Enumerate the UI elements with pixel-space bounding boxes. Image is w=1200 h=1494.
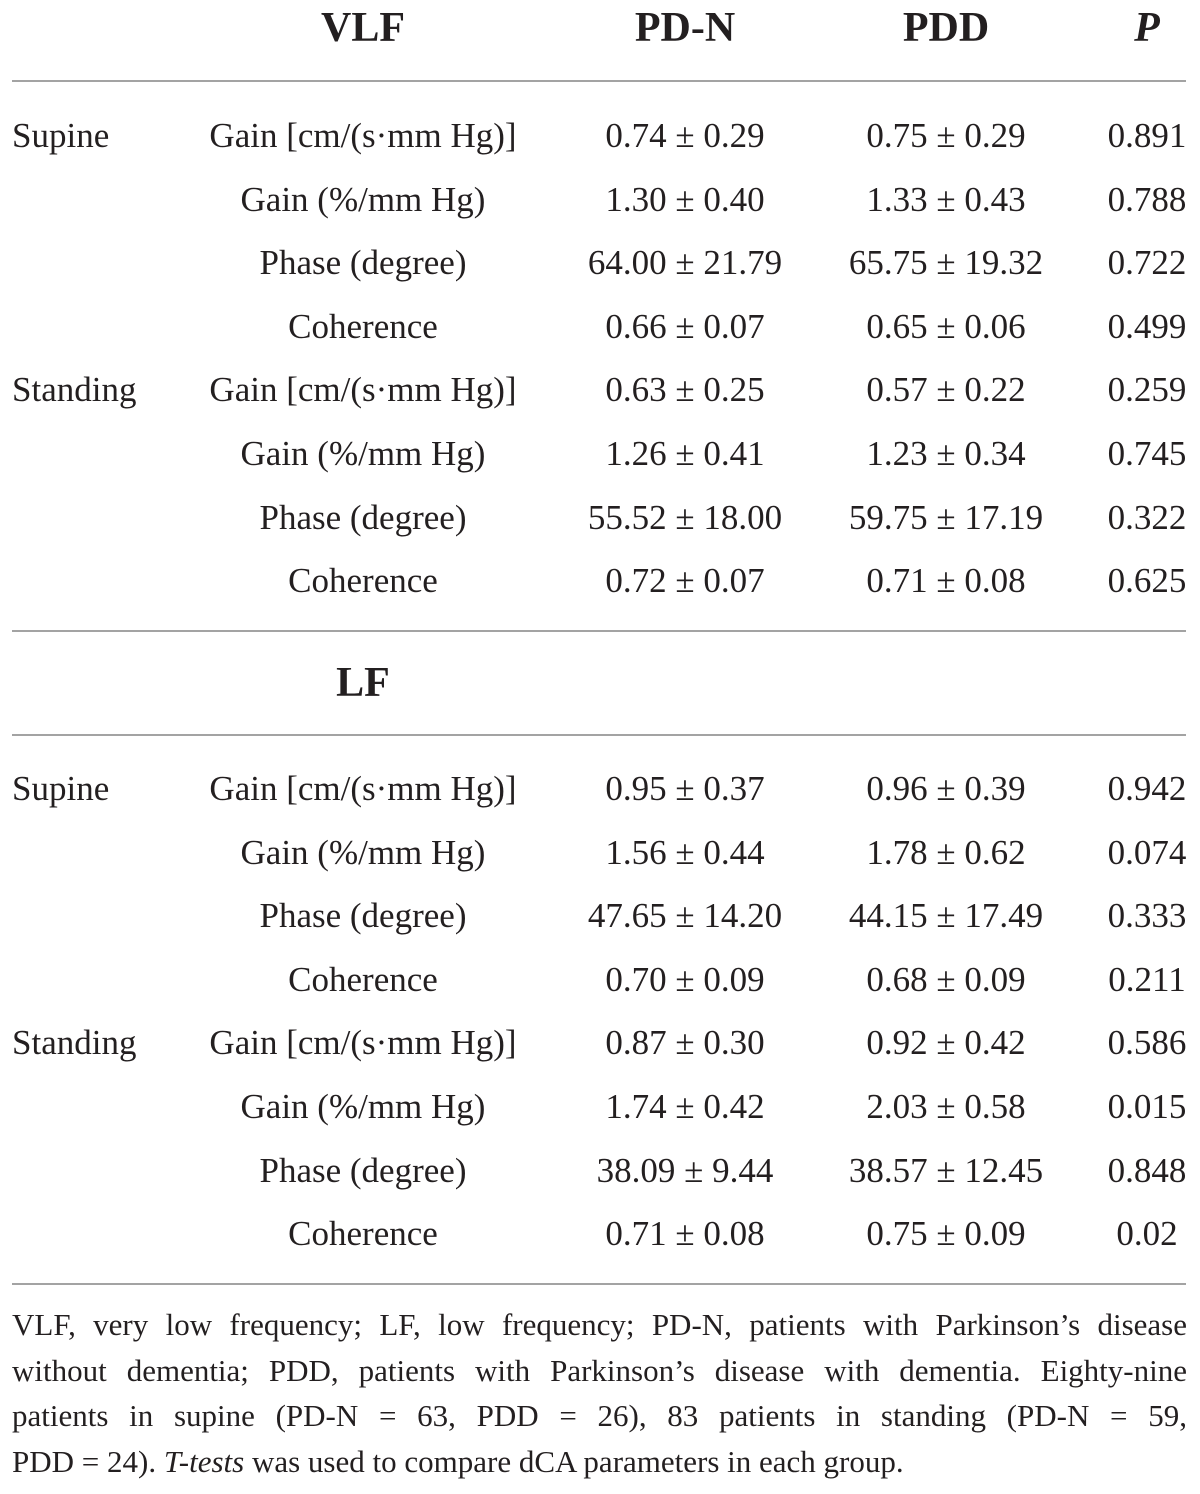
row-pdn-value: 0.95 ± 0.37 bbox=[605, 769, 765, 809]
row-pdn-value: 0.66 ± 0.07 bbox=[605, 306, 765, 346]
row-pdn-value: 0.72 ± 0.07 bbox=[605, 561, 765, 601]
row-position-label: Supine bbox=[12, 769, 110, 809]
row-pdd-value: 65.75 ± 19.32 bbox=[848, 243, 1044, 283]
row-pdd-value: 0.57 ± 0.22 bbox=[866, 370, 1026, 410]
row-pdn-value: 47.65 ± 14.20 bbox=[587, 896, 783, 936]
section-title-vlf: VLF bbox=[321, 5, 405, 51]
row-p-value: 0.015 bbox=[1107, 1087, 1187, 1126]
row-pdd-value: 2.03 ± 0.58 bbox=[866, 1087, 1026, 1126]
row-pdn-value: 0.63 ± 0.25 bbox=[605, 370, 765, 410]
row-pdn-value: 1.56 ± 0.44 bbox=[605, 832, 765, 872]
row-parameter: Gain (%/mm Hg) bbox=[240, 1087, 486, 1126]
table-row bbox=[0, 948, 1200, 1012]
row-pdd-value: 1.33 ± 0.43 bbox=[866, 179, 1026, 219]
horizontal-rule bbox=[12, 630, 1186, 632]
footnote-text: was used to compare dCA parameters in each group. bbox=[251, 1444, 904, 1480]
footnote-line: patients in supine (PD-N = 63, PDD = 26), 83 patients in standing (PD-N = 59, bbox=[12, 1398, 1187, 1434]
row-pdd-value: 1.78 ± 0.62 bbox=[866, 832, 1026, 872]
row-pdd-value: 38.57 ± 12.45 bbox=[848, 1150, 1044, 1190]
table-row bbox=[0, 295, 1200, 359]
row-pdd-value: 44.15 ± 17.49 bbox=[848, 896, 1044, 936]
horizontal-rule bbox=[12, 1283, 1186, 1285]
row-p-value: 0.322 bbox=[1107, 497, 1187, 537]
table-section-vlf bbox=[0, 104, 1200, 613]
row-parameter: Gain (%/mm Hg) bbox=[240, 434, 486, 473]
footnote-line: VLF, very low frequency; LF, low frequency; PD-N, patients with Parkinson’s disease bbox=[12, 1307, 1187, 1342]
row-parameter: Gain [cm/(s·mm Hg)] bbox=[209, 116, 517, 156]
row-pdd-value: 0.71 ± 0.08 bbox=[866, 561, 1026, 601]
row-parameter: Gain (%/mm Hg) bbox=[240, 832, 486, 872]
row-p-value: 0.02 bbox=[1116, 1214, 1178, 1254]
row-pdd-value: 0.68 ± 0.09 bbox=[866, 959, 1026, 999]
row-pdd-value: 59.75 ± 17.19 bbox=[848, 497, 1044, 537]
column-header-p: P bbox=[1134, 5, 1160, 51]
footnote-italic-term: T-tests bbox=[163, 1444, 245, 1480]
row-pdn-value: 1.30 ± 0.40 bbox=[605, 179, 765, 219]
table-row bbox=[0, 884, 1200, 948]
table-row bbox=[0, 104, 1200, 168]
row-parameter: Phase (degree) bbox=[259, 896, 467, 936]
row-pdn-value: 38.09 ± 9.44 bbox=[596, 1150, 774, 1190]
table-row bbox=[0, 1202, 1200, 1266]
row-pdd-value: 0.75 ± 0.09 bbox=[866, 1214, 1026, 1254]
row-p-value: 0.259 bbox=[1107, 370, 1187, 410]
row-p-value: 0.891 bbox=[1107, 116, 1187, 156]
column-header-pdd: PDD bbox=[902, 5, 990, 51]
row-position-label: Standing bbox=[12, 1023, 137, 1063]
row-p-value: 0.499 bbox=[1107, 306, 1187, 346]
table-row bbox=[0, 821, 1200, 885]
row-pdn-value: 1.74 ± 0.42 bbox=[605, 1087, 765, 1126]
table-row bbox=[0, 168, 1200, 232]
table-row bbox=[0, 549, 1200, 613]
table-row bbox=[0, 486, 1200, 550]
row-pdd-value: 0.96 ± 0.39 bbox=[866, 769, 1026, 809]
row-pdn-value: 0.70 ± 0.09 bbox=[605, 959, 765, 999]
row-pdn-value: 1.26 ± 0.41 bbox=[605, 434, 765, 473]
row-p-value: 0.942 bbox=[1107, 769, 1187, 809]
row-p-value: 0.848 bbox=[1107, 1150, 1187, 1190]
footnote-text: PDD = 24). bbox=[12, 1444, 157, 1480]
table-footnote bbox=[12, 1302, 1187, 1485]
row-pdd-value: 0.92 ± 0.42 bbox=[866, 1023, 1026, 1063]
row-p-value: 0.788 bbox=[1107, 179, 1187, 219]
row-pdn-value: 0.87 ± 0.30 bbox=[605, 1023, 765, 1063]
footnote-line: without dementia; PDD, patients with Parkinson’s disease with dementia. Eighty-nine bbox=[12, 1352, 1187, 1388]
row-pdn-value: 0.71 ± 0.08 bbox=[605, 1214, 765, 1254]
section-title-row-lf bbox=[0, 655, 1200, 711]
row-pdd-value: 1.23 ± 0.34 bbox=[866, 434, 1026, 473]
section-title-lf: LF bbox=[336, 660, 390, 706]
row-parameter: Coherence bbox=[288, 1214, 438, 1254]
table-row bbox=[0, 1075, 1200, 1139]
row-p-value: 0.074 bbox=[1107, 832, 1187, 872]
row-p-value: 0.333 bbox=[1107, 896, 1187, 936]
column-header-pdn: PD-N bbox=[634, 5, 736, 51]
row-position-label: Supine bbox=[12, 116, 110, 156]
table-row bbox=[0, 231, 1200, 295]
row-parameter: Coherence bbox=[288, 959, 438, 999]
table-row bbox=[0, 1139, 1200, 1203]
table-section-lf bbox=[0, 757, 1200, 1266]
row-pdd-value: 0.65 ± 0.06 bbox=[866, 306, 1026, 346]
row-pdn-value: 55.52 ± 18.00 bbox=[587, 497, 783, 537]
row-parameter: Phase (degree) bbox=[259, 1150, 467, 1190]
row-p-value: 0.586 bbox=[1107, 1023, 1187, 1063]
row-parameter: Coherence bbox=[288, 306, 438, 346]
row-parameter: Gain [cm/(s·mm Hg)] bbox=[209, 370, 517, 410]
horizontal-rule bbox=[12, 80, 1186, 82]
row-p-value: 0.722 bbox=[1107, 243, 1187, 283]
row-parameter: Phase (degree) bbox=[259, 243, 467, 283]
row-parameter: Gain [cm/(s·mm Hg)] bbox=[209, 769, 517, 809]
row-parameter: Coherence bbox=[288, 561, 438, 601]
row-position-label: Standing bbox=[12, 370, 137, 410]
table-row bbox=[0, 422, 1200, 486]
row-parameter: Gain (%/mm Hg) bbox=[240, 179, 486, 219]
row-parameter: Gain [cm/(s·mm Hg)] bbox=[209, 1023, 517, 1063]
row-pdn-value: 0.74 ± 0.29 bbox=[605, 116, 765, 156]
row-pdd-value: 0.75 ± 0.29 bbox=[866, 116, 1026, 156]
table-row bbox=[0, 757, 1200, 821]
row-p-value: 0.625 bbox=[1107, 561, 1187, 601]
footnote-line bbox=[12, 1439, 1187, 1485]
table-row bbox=[0, 358, 1200, 422]
horizontal-rule bbox=[12, 734, 1186, 736]
table-row bbox=[0, 1011, 1200, 1075]
row-p-value: 0.745 bbox=[1107, 434, 1187, 473]
table-header-row bbox=[0, 0, 1200, 56]
row-parameter: Phase (degree) bbox=[259, 497, 467, 537]
row-p-value: 0.211 bbox=[1108, 959, 1186, 999]
row-pdn-value: 64.00 ± 21.79 bbox=[587, 243, 783, 283]
